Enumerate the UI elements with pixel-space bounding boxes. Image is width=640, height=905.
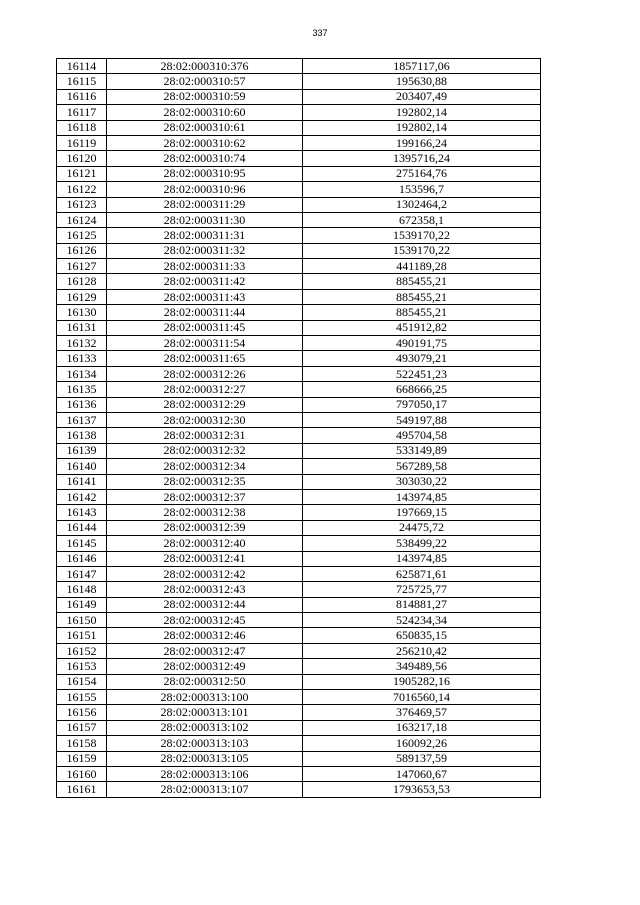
cadastral-number-cell: 28:02:000312:45 xyxy=(107,613,303,628)
value-cell: 143974,85 xyxy=(303,551,541,566)
value-cell: 524234,34 xyxy=(303,613,541,628)
row-number-cell: 16130 xyxy=(57,305,107,320)
value-cell: 490191,75 xyxy=(303,336,541,351)
value-cell: 797050,17 xyxy=(303,397,541,412)
cadastral-number-cell: 28:02:000310:60 xyxy=(107,105,303,120)
cadastral-number-cell: 28:02:000313:105 xyxy=(107,751,303,766)
row-number-cell: 16128 xyxy=(57,274,107,289)
table-row xyxy=(57,428,541,443)
value-cell: 625871,61 xyxy=(303,566,541,581)
cadastral-number-cell: 28:02:000311:45 xyxy=(107,320,303,335)
value-cell: 275164,76 xyxy=(303,166,541,181)
table-row xyxy=(57,705,541,720)
table-row xyxy=(57,659,541,674)
value-cell: 303030,22 xyxy=(303,474,541,489)
table-row xyxy=(57,782,541,797)
cadastral-number-cell: 28:02:000310:376 xyxy=(107,59,303,74)
cadastral-number-cell: 28:02:000312:50 xyxy=(107,674,303,689)
table-row xyxy=(57,690,541,705)
cadastral-number-cell: 28:02:000310:74 xyxy=(107,151,303,166)
row-number-cell: 16127 xyxy=(57,259,107,274)
value-cell: 495704,58 xyxy=(303,428,541,443)
row-number-cell: 16158 xyxy=(57,736,107,751)
table-row xyxy=(57,197,541,212)
value-cell: 538499,22 xyxy=(303,536,541,551)
row-number-cell: 16141 xyxy=(57,474,107,489)
cadastral-number-cell: 28:02:000312:46 xyxy=(107,628,303,643)
row-number-cell: 16123 xyxy=(57,197,107,212)
value-cell: 589137,59 xyxy=(303,751,541,766)
cadastral-number-cell: 28:02:000312:30 xyxy=(107,412,303,427)
table-row xyxy=(57,566,541,581)
value-cell: 1793653,53 xyxy=(303,782,541,797)
row-number-cell: 16153 xyxy=(57,659,107,674)
cadastral-number-cell: 28:02:000313:107 xyxy=(107,782,303,797)
cadastral-number-cell: 28:02:000313:101 xyxy=(107,705,303,720)
value-cell: 885455,21 xyxy=(303,274,541,289)
value-cell: 153596,7 xyxy=(303,182,541,197)
table-row xyxy=(57,551,541,566)
value-cell: 885455,21 xyxy=(303,305,541,320)
table-row xyxy=(57,289,541,304)
cadastral-number-cell: 28:02:000312:27 xyxy=(107,382,303,397)
table-row xyxy=(57,212,541,227)
table-row xyxy=(57,182,541,197)
table-row xyxy=(57,274,541,289)
value-cell: 1539170,22 xyxy=(303,228,541,243)
table-row xyxy=(57,643,541,658)
row-number-cell: 16148 xyxy=(57,582,107,597)
cadastral-number-cell: 28:02:000311:42 xyxy=(107,274,303,289)
value-cell: 672358,1 xyxy=(303,212,541,227)
cadastral-number-cell: 28:02:000311:54 xyxy=(107,336,303,351)
value-cell: 192802,14 xyxy=(303,120,541,135)
row-number-cell: 16131 xyxy=(57,320,107,335)
value-cell: 147060,67 xyxy=(303,766,541,781)
page-number: 337 xyxy=(312,28,328,38)
cadastral-number-cell: 28:02:000311:29 xyxy=(107,197,303,212)
row-number-cell: 16142 xyxy=(57,489,107,504)
row-number-cell: 16145 xyxy=(57,536,107,551)
row-number-cell: 16114 xyxy=(57,59,107,74)
row-number-cell: 16122 xyxy=(57,182,107,197)
value-cell: 349489,56 xyxy=(303,659,541,674)
table-row xyxy=(57,674,541,689)
cadastral-number-cell: 28:02:000311:44 xyxy=(107,305,303,320)
cadastral-number-cell: 28:02:000312:42 xyxy=(107,566,303,581)
table-row xyxy=(57,382,541,397)
table-row xyxy=(57,305,541,320)
table-row xyxy=(57,397,541,412)
value-cell: 725725,77 xyxy=(303,582,541,597)
row-number-cell: 16121 xyxy=(57,166,107,181)
value-cell: 451912,82 xyxy=(303,320,541,335)
table-row xyxy=(57,135,541,150)
value-cell: 143974,85 xyxy=(303,489,541,504)
row-number-cell: 16147 xyxy=(57,566,107,581)
cadastral-number-cell: 28:02:000312:40 xyxy=(107,536,303,551)
table-row xyxy=(57,520,541,535)
value-cell: 668666,25 xyxy=(303,382,541,397)
value-cell: 1539170,22 xyxy=(303,243,541,258)
row-number-cell: 16139 xyxy=(57,443,107,458)
row-number-cell: 16119 xyxy=(57,135,107,150)
table-row xyxy=(57,736,541,751)
cadastral-number-cell: 28:02:000313:103 xyxy=(107,736,303,751)
cadastral-number-cell: 28:02:000312:49 xyxy=(107,659,303,674)
value-cell: 1302464,2 xyxy=(303,197,541,212)
value-cell: 160092,26 xyxy=(303,736,541,751)
cadastral-number-cell: 28:02:000312:29 xyxy=(107,397,303,412)
cadastral-number-cell: 28:02:000311:43 xyxy=(107,289,303,304)
row-number-cell: 16159 xyxy=(57,751,107,766)
cadastral-number-cell: 28:02:000313:102 xyxy=(107,720,303,735)
row-number-cell: 16135 xyxy=(57,382,107,397)
row-number-cell: 16138 xyxy=(57,428,107,443)
value-cell: 1395716,24 xyxy=(303,151,541,166)
value-cell: 522451,23 xyxy=(303,366,541,381)
table-row xyxy=(57,720,541,735)
cadastral-number-cell: 28:02:000311:32 xyxy=(107,243,303,258)
value-cell: 650835,15 xyxy=(303,628,541,643)
row-number-cell: 16160 xyxy=(57,766,107,781)
value-cell: 567289,58 xyxy=(303,459,541,474)
value-cell: 441189,28 xyxy=(303,259,541,274)
table-row xyxy=(57,105,541,120)
value-cell: 1857117,06 xyxy=(303,59,541,74)
table-row xyxy=(57,489,541,504)
table-row xyxy=(57,228,541,243)
table-row xyxy=(57,443,541,458)
cadastral-number-cell: 28:02:000313:106 xyxy=(107,766,303,781)
row-number-cell: 16132 xyxy=(57,336,107,351)
row-number-cell: 16126 xyxy=(57,243,107,258)
cadastral-number-cell: 28:02:000312:47 xyxy=(107,643,303,658)
row-number-cell: 16129 xyxy=(57,289,107,304)
row-number-cell: 16149 xyxy=(57,597,107,612)
cadastral-number-cell: 28:02:000312:43 xyxy=(107,582,303,597)
table-row xyxy=(57,366,541,381)
table-row xyxy=(57,613,541,628)
row-number-cell: 16161 xyxy=(57,782,107,797)
value-cell: 376469,57 xyxy=(303,705,541,720)
table-row xyxy=(57,89,541,104)
table-row xyxy=(57,766,541,781)
value-cell: 885455,21 xyxy=(303,289,541,304)
cadastral-number-cell: 28:02:000312:32 xyxy=(107,443,303,458)
cadastral-number-cell: 28:02:000310:95 xyxy=(107,166,303,181)
table-row xyxy=(57,474,541,489)
row-number-cell: 16152 xyxy=(57,643,107,658)
value-cell: 549197,88 xyxy=(303,412,541,427)
cadastral-number-cell: 28:02:000310:96 xyxy=(107,182,303,197)
cadastral-number-cell: 28:02:000312:39 xyxy=(107,520,303,535)
row-number-cell: 16154 xyxy=(57,674,107,689)
table-row xyxy=(57,505,541,520)
row-number-cell: 16124 xyxy=(57,212,107,227)
row-number-cell: 16155 xyxy=(57,690,107,705)
value-cell: 199166,24 xyxy=(303,135,541,150)
value-cell: 814881,27 xyxy=(303,597,541,612)
row-number-cell: 16144 xyxy=(57,520,107,535)
value-cell: 533149,89 xyxy=(303,443,541,458)
cadastral-number-cell: 28:02:000312:35 xyxy=(107,474,303,489)
cadastral-number-cell: 28:02:000311:65 xyxy=(107,351,303,366)
table-row xyxy=(57,336,541,351)
cadastral-number-cell: 28:02:000311:33 xyxy=(107,259,303,274)
cadastral-number-cell: 28:02:000310:57 xyxy=(107,74,303,89)
value-cell: 192802,14 xyxy=(303,105,541,120)
table-row xyxy=(57,536,541,551)
cadastral-number-cell: 28:02:000311:31 xyxy=(107,228,303,243)
table-row xyxy=(57,628,541,643)
value-cell: 7016560,14 xyxy=(303,690,541,705)
table-row xyxy=(57,459,541,474)
row-number-cell: 16117 xyxy=(57,105,107,120)
cadastral-number-cell: 28:02:000312:44 xyxy=(107,597,303,612)
row-number-cell: 16150 xyxy=(57,613,107,628)
table-row xyxy=(57,597,541,612)
row-number-cell: 16136 xyxy=(57,397,107,412)
row-number-cell: 16143 xyxy=(57,505,107,520)
value-cell: 24475,72 xyxy=(303,520,541,535)
value-cell: 1905282,16 xyxy=(303,674,541,689)
row-number-cell: 16140 xyxy=(57,459,107,474)
row-number-cell: 16157 xyxy=(57,720,107,735)
cadastral-number-cell: 28:02:000311:30 xyxy=(107,212,303,227)
row-number-cell: 16125 xyxy=(57,228,107,243)
value-cell: 195630,88 xyxy=(303,74,541,89)
value-cell: 256210,42 xyxy=(303,643,541,658)
row-number-cell: 16133 xyxy=(57,351,107,366)
table-row xyxy=(57,412,541,427)
row-number-cell: 16151 xyxy=(57,628,107,643)
cadastral-number-cell: 28:02:000312:26 xyxy=(107,366,303,381)
value-cell: 163217,18 xyxy=(303,720,541,735)
cadastral-number-cell: 28:02:000310:59 xyxy=(107,89,303,104)
table-row xyxy=(57,74,541,89)
table-row xyxy=(57,243,541,258)
value-cell: 203407,49 xyxy=(303,89,541,104)
registry-table-body xyxy=(57,59,541,798)
cadastral-number-cell: 28:02:000310:61 xyxy=(107,120,303,135)
row-number-cell: 16115 xyxy=(57,74,107,89)
table-row xyxy=(57,582,541,597)
cadastral-number-cell: 28:02:000312:37 xyxy=(107,489,303,504)
row-number-cell: 16134 xyxy=(57,366,107,381)
row-number-cell: 16116 xyxy=(57,89,107,104)
table-row xyxy=(57,59,541,74)
table-row xyxy=(57,120,541,135)
table-row xyxy=(57,151,541,166)
table-row xyxy=(57,751,541,766)
table-row xyxy=(57,320,541,335)
row-number-cell: 16118 xyxy=(57,120,107,135)
cadastral-number-cell: 28:02:000312:41 xyxy=(107,551,303,566)
row-number-cell: 16120 xyxy=(57,151,107,166)
row-number-cell: 16146 xyxy=(57,551,107,566)
cadastral-number-cell: 28:02:000312:31 xyxy=(107,428,303,443)
registry-table xyxy=(56,58,541,798)
cadastral-number-cell: 28:02:000312:38 xyxy=(107,505,303,520)
cadastral-number-cell: 28:02:000310:62 xyxy=(107,135,303,150)
value-cell: 493079,21 xyxy=(303,351,541,366)
row-number-cell: 16137 xyxy=(57,412,107,427)
table-row xyxy=(57,166,541,181)
cadastral-number-cell: 28:02:000313:100 xyxy=(107,690,303,705)
table-row xyxy=(57,259,541,274)
value-cell: 197669,15 xyxy=(303,505,541,520)
table-row xyxy=(57,351,541,366)
cadastral-number-cell: 28:02:000312:34 xyxy=(107,459,303,474)
row-number-cell: 16156 xyxy=(57,705,107,720)
